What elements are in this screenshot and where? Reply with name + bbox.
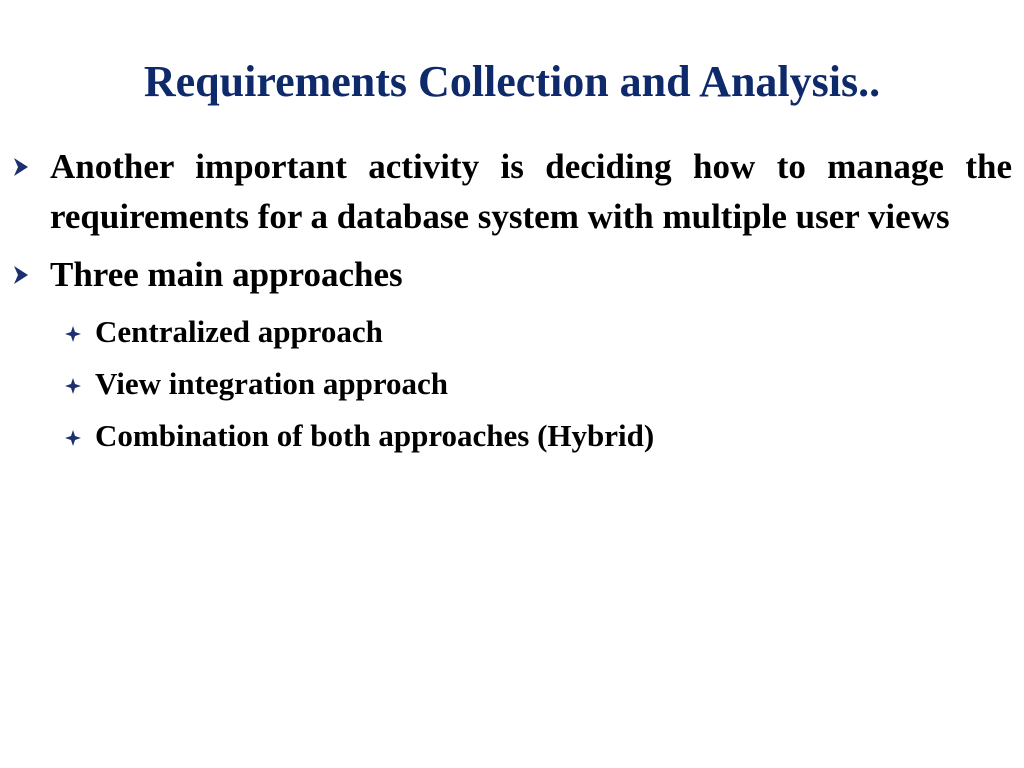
diamond-bullet-icon [65, 378, 81, 394]
bullet-list [0, 142, 1024, 462]
bullet-text: Another important activity is deciding how to manage the requirements for a database system with multiple user views [50, 147, 1012, 236]
sub-bullet-text: View integration approach [95, 366, 449, 401]
sub-bullet-item [0, 410, 1012, 462]
arrow-bullet-icon [12, 157, 30, 177]
bullet-text: Three main approaches [50, 255, 403, 294]
sub-bullet-text: Combination of both approaches (Hybrid) [95, 418, 655, 453]
arrow-bullet-icon [12, 265, 30, 285]
slide-title: Requirements Collection and Analysis.. [143, 57, 881, 106]
bullet-item [0, 250, 1024, 462]
diamond-bullet-icon [65, 326, 81, 342]
sub-bullet-item [0, 358, 1012, 410]
sub-bullet-text: Centralized approach [95, 314, 383, 349]
sub-bullet-item [0, 306, 1012, 358]
diamond-bullet-icon [65, 430, 81, 446]
sub-bullet-list [50, 306, 1012, 462]
bullet-item [0, 142, 1024, 242]
